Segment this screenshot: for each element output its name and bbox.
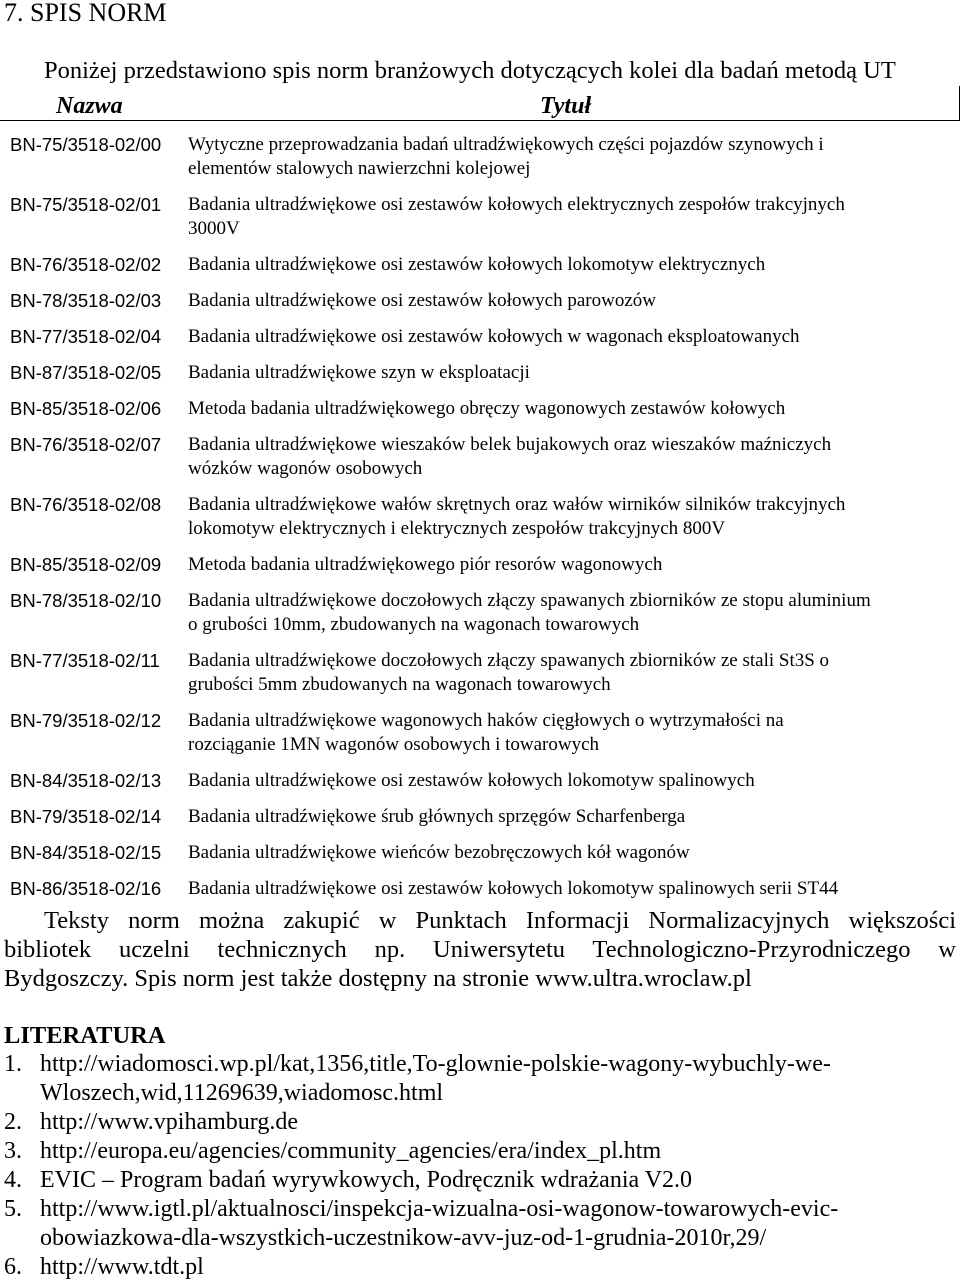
- norm-title-line: Badania ultradźwiękowe doczołowych złączy spawanych zbiorników ze stali St3S o: [188, 650, 830, 671]
- norm-title-line: Badania ultradźwiękowe osi zestawów kołowych w wagonach eksploatowanych: [188, 326, 800, 347]
- literature-item-text: http://www.tdt.pl: [40, 1254, 204, 1280]
- intro-text: Poniżej przedstawiono spis norm branżowych dotyczących kolei dla badań metodą UT: [44, 57, 896, 84]
- norm-title-line: Badania ultradźwiękowe osi zestawów kołowych parowozów: [188, 290, 656, 311]
- literature-list: [4, 1050, 838, 1282]
- norm-title: [188, 841, 690, 865]
- literature-item-text: Wloszech,wid,11269639,wiadomosc.html: [40, 1080, 444, 1106]
- literature-item: [4, 1137, 838, 1166]
- norm-title: [188, 649, 829, 697]
- norm-code: BN-78/3518-02/03: [10, 290, 162, 311]
- norm-title: [188, 133, 824, 181]
- norm-title-line: lokomotyw elektrycznych i elektrycznych zespołów trakcyjnych 800V: [188, 518, 726, 539]
- norm-code: BN-76/3518-02/07: [10, 434, 162, 455]
- norm-code: BN-85/3518-02/09: [10, 554, 162, 575]
- norm-title-line: Badania ultradźwiękowe wieszaków belek bujakowych oraz wieszaków maźniczych: [188, 434, 832, 455]
- norm-title-line: Metoda badania ultradźwiękowego piór resorów wagonowych: [188, 554, 663, 575]
- norm-code: BN-77/3518-02/04: [10, 326, 162, 347]
- availability-paragraph: [4, 906, 956, 993]
- column-header-title: Tytuł: [540, 93, 592, 119]
- norm-title: [188, 769, 755, 793]
- literature-item-text: EVIC – Program badań wyrywkowych, Podręcznik wdrażania V2.0: [40, 1167, 693, 1193]
- norm-title: [188, 361, 530, 385]
- norm-code: BN-76/3518-02/02: [10, 254, 162, 275]
- literature-item-number: 5.: [4, 1196, 22, 1222]
- literature-item-text: obowiazkowa-dla-wszystkich-uczestnikow-avv-juz-od-1-grudnia-2010r,29/: [40, 1225, 767, 1251]
- literature-item-text: http://www.vpihamburg.de: [40, 1109, 298, 1135]
- literature-item-number: 3.: [4, 1138, 22, 1164]
- norm-code: BN-79/3518-02/14: [10, 806, 162, 827]
- literature-item-text: http://www.igtl.pl/aktualnosci/inspekcja-wizualna-osi-wagonow-towarowych-evic-: [40, 1196, 839, 1222]
- norm-title: [188, 325, 800, 349]
- norm-title-line: Badania ultradźwiękowe osi zestawów kołowych lokomotyw elektrycznych: [188, 254, 766, 275]
- norm-title: [188, 589, 871, 637]
- norm-title-line: Badania ultradźwiękowe wałów skrętnych oraz wałów wirników silników trakcyjnych: [188, 494, 846, 515]
- column-header-name: Nazwa: [56, 93, 123, 119]
- norm-title: [188, 193, 845, 241]
- norm-title-line: Badania ultradźwiękowe osi zestawów kołowych elektrycznych zespołów trakcyjnych: [188, 194, 845, 215]
- literature-item-text: http://europa.eu/agencies/community_agencies/era/index_pl.htm: [40, 1138, 662, 1164]
- norm-title-line: rozciąganie 1MN wagonów osobowych i towarowych: [188, 734, 600, 755]
- literature-item: [4, 1166, 838, 1195]
- norm-title-line: Badania ultradźwiękowe śrub głównych sprzęgów Scharfenberga: [188, 806, 686, 827]
- norm-title-line: grubości 5mm zbudowanych na wagonach towarowych: [188, 674, 611, 695]
- literature-item-number: 4.: [4, 1167, 22, 1193]
- norm-code: BN-76/3518-02/08: [10, 494, 162, 515]
- literature-item: [4, 1253, 838, 1282]
- norm-title-line: Badania ultradźwiękowe szyn w eksploatacji: [188, 362, 530, 383]
- norm-code: BN-87/3518-02/05: [10, 362, 162, 383]
- literature-item-number: 1.: [4, 1051, 22, 1077]
- norm-code: BN-75/3518-02/00: [10, 134, 162, 155]
- literature-item: [4, 1195, 838, 1253]
- literature-heading: LITERATURA: [4, 1022, 166, 1049]
- literature-item: [4, 1050, 838, 1108]
- literature-item-number: 6.: [4, 1254, 22, 1280]
- norm-title-line: Badania ultradźwiękowe wagonowych haków cięgłowych o wytrzymałości na: [188, 710, 784, 731]
- norm-title-line: Badania ultradźwiękowe osi zestawów kołowych lokomotyw spalinowych: [188, 770, 755, 791]
- literature-item-number: 2.: [4, 1109, 22, 1135]
- norm-title: [188, 553, 662, 577]
- norm-title: [188, 709, 784, 757]
- norm-title-line: 3000V: [188, 218, 240, 239]
- norm-code: BN-84/3518-02/13: [10, 770, 162, 791]
- paragraph-line: Teksty norm można zakupić w Punktach Informacji Normalizacyjnych większości: [44, 907, 956, 934]
- norm-title: [188, 433, 831, 481]
- paragraph-line: bibliotek uczelni technicznych np. Uniwersytetu Technologiczno-Przyrodniczego w: [4, 936, 956, 963]
- norm-title: [188, 493, 845, 541]
- norm-title: [188, 289, 656, 313]
- literature-item-text: http://wiadomosci.wp.pl/kat,1356,title,To-glownie-polskie-wagony-wybuchly-we-: [40, 1051, 831, 1077]
- literature-item: [4, 1108, 838, 1137]
- paragraph-line: Bydgoszczy. Spis norm jest także dostępny na stronie www.ultra.wroclaw.pl: [4, 965, 752, 992]
- norm-title-line: Badania ultradźwiękowe doczołowych złączy spawanych zbiorników ze stopu aluminium: [188, 590, 871, 611]
- norm-code: BN-85/3518-02/06: [10, 398, 162, 419]
- norm-title-line: o grubości 10mm, zbudowanych na wagonach towarowych: [188, 614, 640, 635]
- norm-title-line: Badania ultradźwiękowe osi zestawów kołowych lokomotyw spalinowych serii ST44: [188, 878, 839, 899]
- norm-title: [188, 253, 765, 277]
- norm-code: BN-77/3518-02/11: [10, 650, 160, 671]
- norm-title-line: wózków wagonów osobowych: [188, 458, 423, 479]
- norm-title-line: elementów stalowych nawierzchni kolejowej: [188, 158, 531, 179]
- norm-code: BN-86/3518-02/16: [10, 878, 162, 899]
- norm-code: BN-75/3518-02/01: [10, 194, 162, 215]
- norm-code: BN-79/3518-02/12: [10, 710, 162, 731]
- norm-title: [188, 877, 838, 901]
- norm-title-line: Badania ultradźwiękowe wieńców bezobręczowych kół wagonów: [188, 842, 690, 863]
- norm-title-line: Metoda badania ultradźwiękowego obręczy wagonowych zestawów kołowych: [188, 398, 786, 419]
- section-heading: 7. SPIS NORM: [4, 0, 167, 27]
- norm-title: [188, 805, 685, 829]
- table-header-rule: [0, 120, 960, 121]
- norm-code: BN-78/3518-02/10: [10, 590, 162, 611]
- norm-code: BN-84/3518-02/15: [10, 842, 162, 863]
- norm-title-line: Wytyczne przeprowadzania badań ultradźwiękowych części pojazdów szynowych i: [188, 134, 824, 155]
- norm-title: [188, 397, 785, 421]
